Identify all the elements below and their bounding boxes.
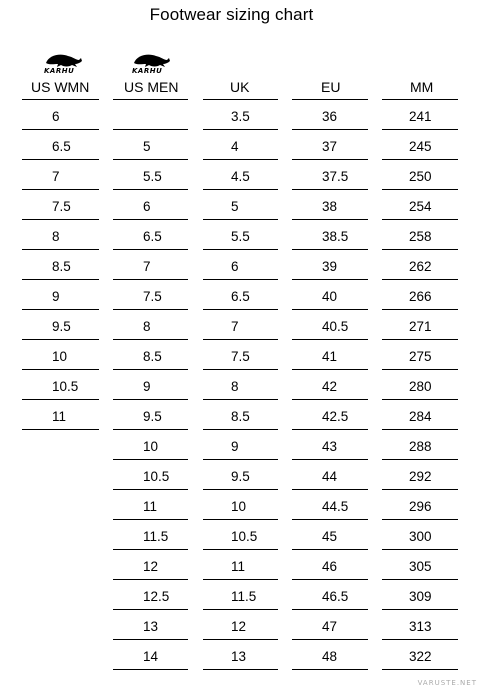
size-cell: 8 — [22, 220, 99, 250]
size-cell: 10.5 — [203, 520, 278, 550]
size-cell: 13 — [113, 610, 188, 640]
size-cell: 38.5 — [292, 220, 368, 250]
size-cell: 258 — [382, 220, 458, 250]
size-cell: 9.5 — [203, 460, 278, 490]
karhu-logo-men — [130, 52, 174, 74]
size-cell: 37.5 — [292, 160, 368, 190]
size-cell: 300 — [382, 520, 458, 550]
size-cell: 7.5 — [22, 190, 99, 220]
column-eu — [292, 77, 368, 670]
size-cell: 11 — [113, 490, 188, 520]
size-cell: 292 — [382, 460, 458, 490]
size-cell: 9 — [22, 280, 99, 310]
size-cell: 46.5 — [292, 580, 368, 610]
size-cell: 6 — [113, 190, 188, 220]
size-cell: 6 — [22, 100, 99, 130]
size-cell: 245 — [382, 130, 458, 160]
size-cell: 322 — [382, 640, 458, 670]
column-mm — [382, 77, 458, 670]
column-uk — [203, 77, 278, 670]
size-cell: 44.5 — [292, 490, 368, 520]
size-cell: 6 — [203, 250, 278, 280]
size-cell: 11.5 — [203, 580, 278, 610]
column-us-wmn — [22, 77, 99, 430]
size-cell: 9 — [203, 430, 278, 460]
size-cell: 12 — [203, 610, 278, 640]
size-cell: 12.5 — [113, 580, 188, 610]
size-cell: 5.5 — [113, 160, 188, 190]
size-cell: 8 — [203, 370, 278, 400]
karhu-logo-wmn — [42, 52, 86, 74]
size-cell: 4 — [203, 130, 278, 160]
size-cell: 47 — [292, 610, 368, 640]
size-cell: 241 — [382, 100, 458, 130]
size-cell: 41 — [292, 340, 368, 370]
size-cell: 3.5 — [203, 100, 278, 130]
size-cell: 39 — [292, 250, 368, 280]
size-cell: 11 — [22, 400, 99, 430]
size-cell: 9 — [113, 370, 188, 400]
size-cell: 37 — [292, 130, 368, 160]
column-header: US MEN — [113, 77, 188, 100]
size-cell: 13 — [203, 640, 278, 670]
size-cell: 40 — [292, 280, 368, 310]
size-cell: 313 — [382, 610, 458, 640]
size-cell: 44 — [292, 460, 368, 490]
size-cell: 9.5 — [113, 400, 188, 430]
size-cell: 42.5 — [292, 400, 368, 430]
column-us-men — [113, 77, 188, 670]
column-header: MM — [382, 77, 458, 100]
size-cell: 266 — [382, 280, 458, 310]
size-cell: 6.5 — [113, 220, 188, 250]
size-cell: 250 — [382, 160, 458, 190]
size-cell: 10 — [203, 490, 278, 520]
size-cell: 6.5 — [203, 280, 278, 310]
size-cell: 305 — [382, 550, 458, 580]
watermark: VARUSTE.NET — [417, 679, 477, 687]
size-cell: 8.5 — [203, 400, 278, 430]
size-cell: 7 — [203, 310, 278, 340]
size-cell: 14 — [113, 640, 188, 670]
size-cell: 271 — [382, 310, 458, 340]
column-header: US WMN — [22, 77, 99, 100]
size-cell: 45 — [292, 520, 368, 550]
size-cell: 9.5 — [22, 310, 99, 340]
size-cell: 4.5 — [203, 160, 278, 190]
size-cell: 12 — [113, 550, 188, 580]
size-cell: 5.5 — [203, 220, 278, 250]
size-cell: 10 — [113, 430, 188, 460]
size-cell: 40.5 — [292, 310, 368, 340]
column-header: UK — [203, 77, 278, 100]
bear-logo-icon — [130, 52, 174, 74]
size-cell: 7 — [22, 160, 99, 190]
size-cell: 5 — [203, 190, 278, 220]
size-cell: 7.5 — [113, 280, 188, 310]
size-cell: 10 — [22, 340, 99, 370]
size-cell: 296 — [382, 490, 458, 520]
size-cell: 262 — [382, 250, 458, 280]
svg-text:KARHU: KARHU — [44, 67, 75, 74]
size-cell: 46 — [292, 550, 368, 580]
size-cell: 309 — [382, 580, 458, 610]
size-cell: 43 — [292, 430, 368, 460]
size-cell: 275 — [382, 340, 458, 370]
size-cell: 42 — [292, 370, 368, 400]
size-cell: 38 — [292, 190, 368, 220]
svg-text:KARHU: KARHU — [132, 67, 163, 74]
size-cell: 8.5 — [113, 340, 188, 370]
size-cell: 8 — [113, 310, 188, 340]
size-cell: 8.5 — [22, 250, 99, 280]
size-cell: 11.5 — [113, 520, 188, 550]
size-cell: 254 — [382, 190, 458, 220]
size-cell: 284 — [382, 400, 458, 430]
size-cell: 10.5 — [113, 460, 188, 490]
size-cell: 7.5 — [203, 340, 278, 370]
size-cell: 10.5 — [22, 370, 99, 400]
size-cell: 48 — [292, 640, 368, 670]
bear-logo-icon — [42, 52, 86, 74]
size-cell: 36 — [292, 100, 368, 130]
size-cell: 288 — [382, 430, 458, 460]
size-cell: 6.5 — [22, 130, 99, 160]
size-cell: 11 — [203, 550, 278, 580]
size-cell: 280 — [382, 370, 458, 400]
size-cell: 7 — [113, 250, 188, 280]
size-cell — [113, 100, 188, 130]
column-header: EU — [292, 77, 368, 100]
page-title: Footwear sizing chart — [149, 5, 314, 24]
size-cell: 5 — [113, 130, 188, 160]
